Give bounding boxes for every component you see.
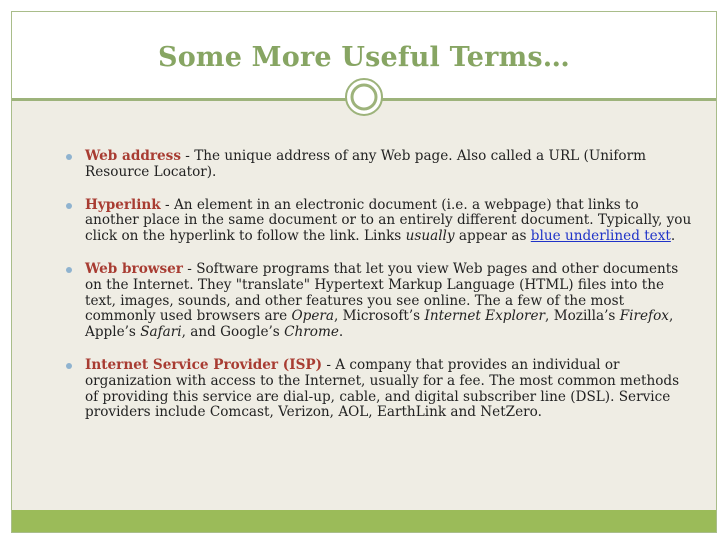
term-hyperlink: Hyperlink: [85, 196, 161, 213]
definition-text: .: [670, 228, 676, 245]
slide-title: Some More Useful Terms…: [158, 42, 570, 73]
terms-list: [52, 149, 692, 438]
term-web-browser: Web browser: [85, 260, 183, 277]
browser-name-internet-explorer: Internet Explorer: [424, 308, 546, 325]
browser-name-opera: Opera: [291, 308, 334, 325]
definition-text: , Apple’s: [85, 308, 674, 341]
definition-text: , Mozilla’s: [545, 308, 620, 325]
sample-link[interactable]: blue underlined text: [530, 228, 671, 245]
browser-name-safari: Safari: [140, 324, 182, 341]
list-item-web-address: [52, 149, 692, 181]
browser-name-chrome: Chrome: [284, 324, 339, 341]
footer-band: [12, 510, 716, 532]
term-web-address: Web address: [85, 148, 181, 164]
definition-text: , Microsoft’s: [333, 308, 425, 325]
bullet-icon: [66, 267, 72, 273]
browser-name-firefox: Firefox: [619, 308, 669, 325]
emphasis-usually: usually: [405, 228, 455, 245]
list-item-isp: [52, 358, 692, 421]
definition-text: - A company that provides an individual or organization with access to the Internet, usually for a fee. The most common methods of providing this service are dial-up, cable, and digital subscriber line (DSL). Service providers include Comcast, Verizon, AOL, EarthLink and NetZero.: [85, 356, 680, 421]
definition-text: - Software programs that let you view Web pages and other documents on the Internet. They "translate" Hypertext Markup Language (HTML) files into the text, images, sounds, and other features you see online. The a few of the most commonly used browsers are: [85, 260, 679, 325]
list-item-web-browser: [52, 262, 692, 341]
term-isp: Internet Service Provider (ISP): [85, 356, 323, 373]
definition-text: - An element in an electronic document (i.e. a webpage) that links to another place in the same document or to an entirely different document. Typically, you click on the hyperlink to follow the link. Links: [85, 196, 692, 245]
slide: [11, 11, 717, 533]
bullet-icon: [66, 203, 72, 209]
definition-text: - The unique address of any Web page. Also called a URL (Uniform Resource Locator).: [85, 148, 646, 180]
bullet-icon: [66, 363, 72, 369]
double-circle-ornament-icon: [345, 78, 383, 116]
list-item-hyperlink: [52, 198, 692, 245]
definition-text: .: [338, 324, 344, 341]
bullet-icon: [66, 154, 72, 160]
definition-text: appear as: [454, 228, 531, 245]
definition-text: , and Google’s: [181, 324, 285, 341]
